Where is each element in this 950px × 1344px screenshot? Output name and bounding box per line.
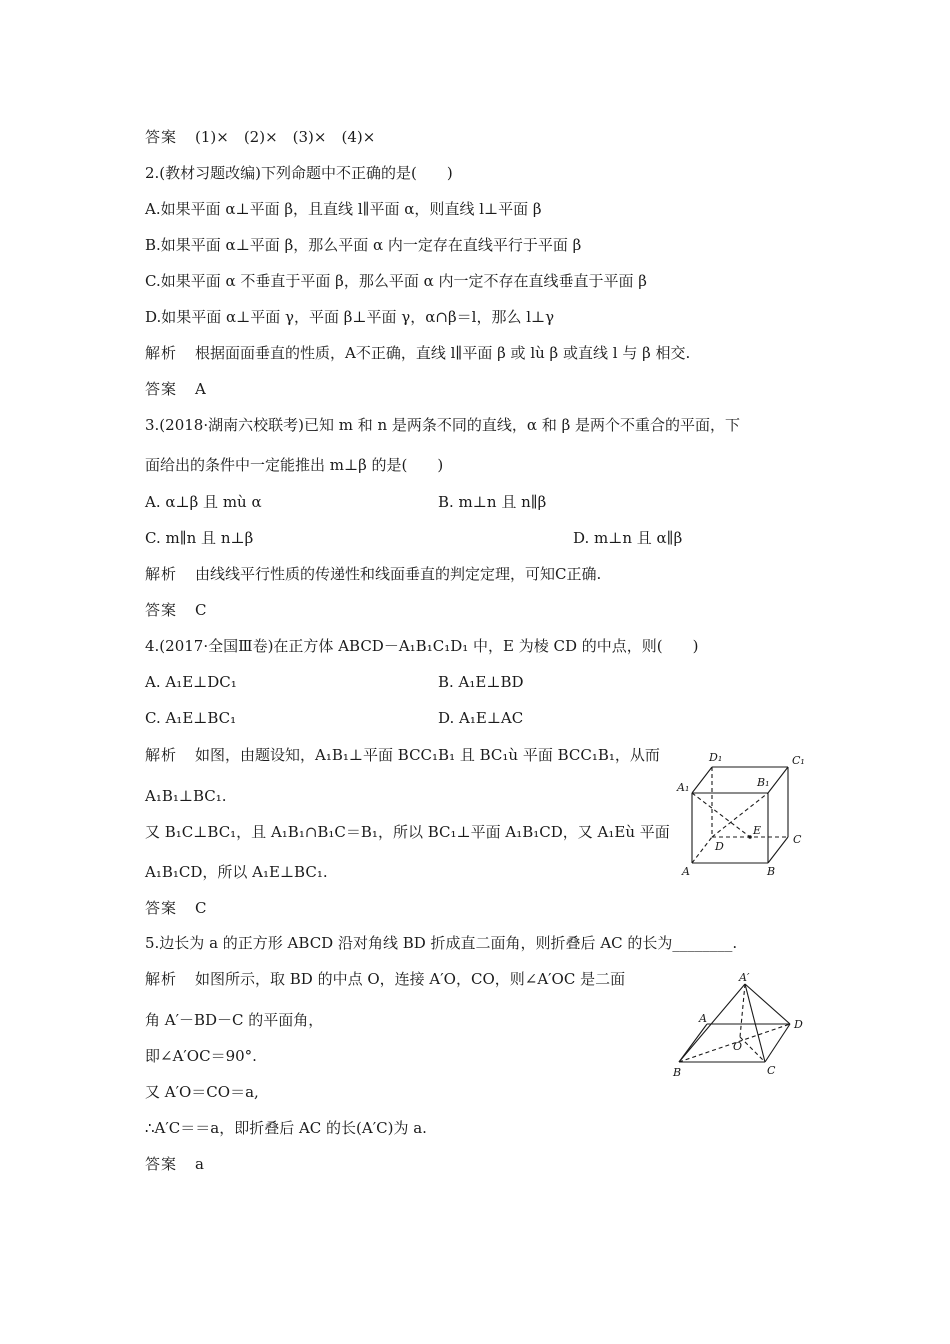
analysis-label: 解析 [145,970,178,988]
label-d1: D₁ [709,751,723,764]
answer-text: C [195,899,207,917]
fold-figure [665,972,815,1082]
analysis-text: 如图所示，取 BD 的中点 O，连接 A′O，CO，则∠A′OC 是二面 [195,970,626,988]
answer-label: 答案 [145,899,178,917]
label-c: C [767,1064,776,1077]
fold-edge [745,984,765,1062]
question-5-analysis-5: ∴A′C＝＝a，即折叠后 AC 的长(A′C)为 a. [145,1119,427,1137]
fold-edge [745,984,790,1024]
analysis-label: 解析 [145,344,178,362]
question-3-option-c: C. m∥n 且 n⊥β [145,529,254,547]
question-5-analysis-3: 即∠A′OC＝90°. [145,1047,257,1065]
question-5-analysis-2: 角 A′－BD－C 的平面角， [145,1011,324,1029]
question-4-option-c: C. A₁E⊥BC₁ [145,709,237,727]
question-2-stem: 2.(教材习题改编)下列命题中不正确的是( ) [145,164,453,182]
segment-a-prime-o [740,984,745,1037]
question-2-option-d: D.如果平面 α⊥平面 γ，平面 β⊥平面 γ，α∩β＝l，那么 l⊥γ [145,308,555,326]
answer-text: A [195,380,206,398]
cube-edge [768,767,788,793]
question-4-option-d: D. A₁E⊥AC [438,709,524,727]
question-2-answer [145,379,206,399]
label-a1: A₁ [677,781,690,794]
label-o: O [733,1040,743,1053]
label-c: C [793,833,802,846]
analysis-text: 如图，由题设知，A₁B₁⊥平面 BCC₁B₁ 且 BC₁ù 平面 BCC₁B₁，从而 [195,746,660,764]
label-a: A [699,1012,707,1025]
answer-text: (1)× (2)× (3)× (4)× [195,128,376,146]
label-d: D [794,1018,803,1031]
cube-hidden-edge [692,837,712,863]
question-4-analysis-3: 又 B₁C⊥BC₁，且 A₁B₁∩B₁C＝B₁，所以 BC₁⊥平面 A₁B₁CD，又 A₁Eù 平面 [145,823,670,841]
label-a: A [682,865,690,878]
answer-label: 答案 [145,1155,178,1173]
analysis-text: 根据面面垂直的性质，A不正确，直线 l∥平面 β 或 lù β 或直线 l 与 β 相交. [195,344,691,362]
question-5-analysis [145,969,625,989]
label-a-prime: A′ [739,972,750,984]
question-5-answer [145,1154,204,1174]
answer-label: 答案 [145,128,178,146]
question-3-analysis [145,564,601,584]
question-2-option-a: A.如果平面 α⊥平面 β，且直线 l∥平面 α，则直线 l⊥平面 β [145,200,542,218]
analysis-text: 由线线平行性质的传递性和线面垂直的判定定理，可知C正确. [195,565,602,583]
question-3-stem: 3.(2018·湖南六校联考)已知 m 和 n 是两条不同的直线，α 和 β 是两个不重合的平面，下 [145,416,741,434]
question-3-stem-cont: 面给出的条件中一定能推出 m⊥β 的是( ) [145,456,444,474]
question-4-analysis-4: A₁B₁CD，所以 A₁E⊥BC₁. [145,863,328,881]
question-5-analysis-4: 又 A′O＝CO＝a, [145,1083,259,1101]
analysis-label: 解析 [145,746,178,764]
question-3-option-b: B. m⊥n 且 n∥β [438,493,547,511]
label-e: E [753,824,762,837]
question-2-analysis [145,343,690,363]
question-3-option-a: A. α⊥β 且 mù α [145,493,262,511]
point-e [748,835,752,839]
question-2-option-b: B.如果平面 α⊥平面 β，那么平面 α 内一定存在直线平行于平面 β [145,236,582,254]
cube-figure [675,745,815,880]
label-b: B [767,865,776,878]
question-4-answer [145,898,207,918]
question-4-analysis [145,745,660,765]
label-b1: B₁ [757,776,770,789]
question-4-stem: 4.(2017·全国Ⅲ卷)在正方体 ABCD－A₁B₁C₁D₁ 中，E 为棱 CD 的中点，则( ) [145,637,699,655]
label-c1: C₁ [792,754,805,767]
cube-edge [768,837,788,863]
question-4-option-b: B. A₁E⊥BD [438,673,524,691]
label-b: B [673,1066,682,1079]
answer-text: C [195,601,207,619]
answer-label: 答案 [145,601,178,619]
question-4-analysis-2: A₁B₁⊥BC₁. [145,787,227,805]
fold-edge [765,1024,790,1062]
question-4-option-a: A. A₁E⊥DC₁ [145,673,237,691]
analysis-label: 解析 [145,565,178,583]
label-d: D [715,840,724,853]
question-3-option-d: D. m⊥n 且 α∥β [573,529,683,547]
question-5-stem: 5.边长为 a 的正方形 ABCD 沿对角线 BD 折成直二面角，则折叠后 AC 的长为________. [145,934,738,952]
question-2-option-c: C.如果平面 α 不垂直于平面 β，那么平面 α 内一定不存在直线垂直于平面 β [145,272,647,290]
segment-a1e [692,793,750,837]
answer-line-1 [145,127,375,147]
answer-text: a [195,1155,204,1173]
cube-edge [692,767,712,793]
answer-label: 答案 [145,380,178,398]
question-3-answer [145,600,207,620]
